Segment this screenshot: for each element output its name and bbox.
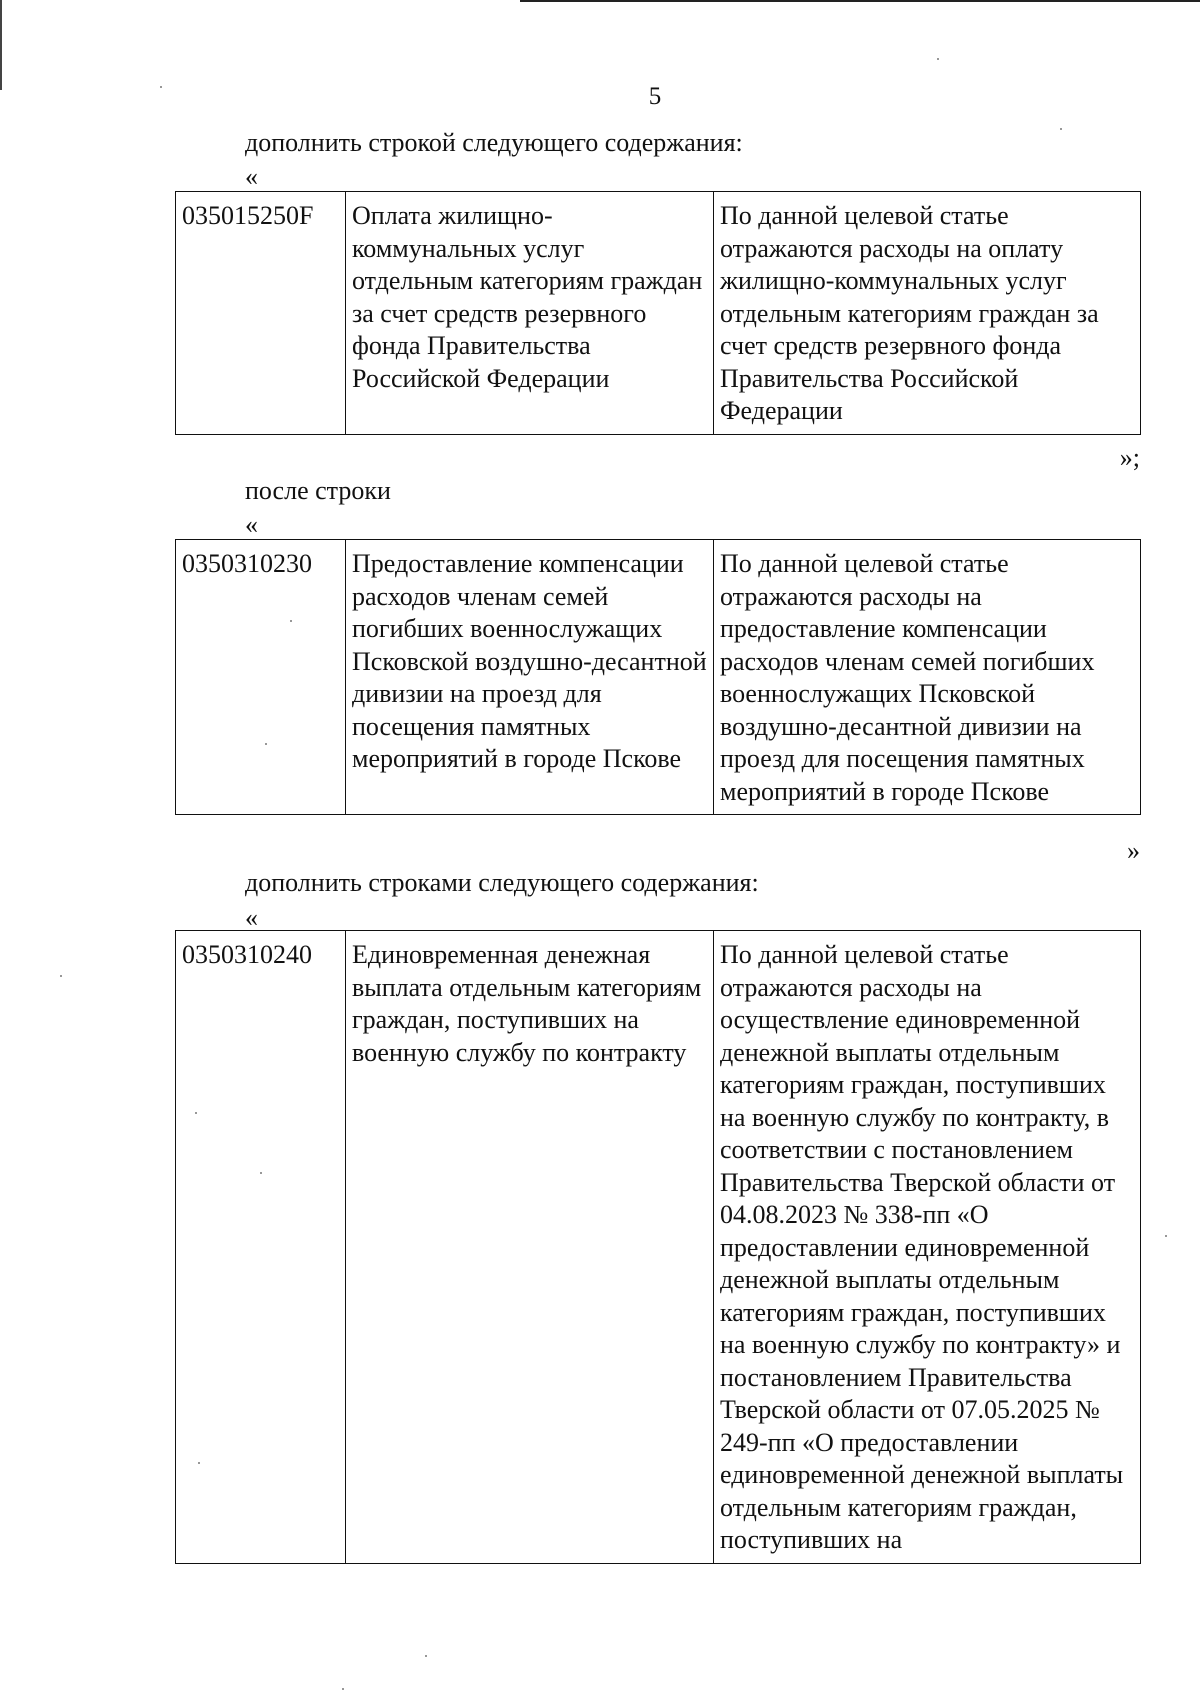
scan-edge-left	[0, 0, 2, 90]
budget-table-1	[175, 191, 1141, 435]
scan-edge-top	[520, 0, 1200, 2]
description-cell: По данной целевой статье отражаются расходы на предоставление компенсации расходов членам семей погибших военнослужащих Псковской воздушно-десантной дивизии на проезд для посещения памятных мероприятий в городе Пскове	[714, 540, 1141, 815]
scan-speck	[425, 1655, 427, 1657]
scan-speck	[265, 743, 267, 745]
table-row	[176, 192, 1141, 435]
close-quote-2: »	[1127, 836, 1140, 865]
scan-speck	[342, 1688, 344, 1690]
intro-paragraph-3: дополнить строками следующего содержания:	[245, 868, 759, 897]
table-row	[176, 540, 1141, 815]
open-quote-3: «	[245, 903, 258, 932]
open-quote-1: «	[245, 162, 258, 191]
page-number: 5	[648, 83, 662, 110]
name-cell: Единовременная денежная выплата отдельным категориям граждан, поступивших на военную службу по контракту	[346, 931, 714, 1564]
scan-speck	[1060, 128, 1062, 130]
name-cell: Предоставление компенсации расходов членам семей погибших военнослужащих Псковской воздушно-десантной дивизии на проезд для посещения памятных мероприятий в городе Пскове	[346, 540, 714, 815]
open-quote-2: «	[245, 510, 258, 539]
scan-speck	[260, 1172, 262, 1174]
scan-speck	[60, 975, 62, 977]
close-quote-1: »;	[1119, 443, 1140, 472]
description-cell: По данной целевой статье отражаются расходы на оплату жилищно-коммунальных услуг отдельным категориям граждан за счет средств резервного фонда Правительства Российской Федерации	[714, 192, 1141, 435]
scan-speck	[290, 620, 292, 622]
intro-paragraph-2: после строки	[245, 476, 391, 505]
intro-paragraph-1: дополнить строкой следующего содержания:	[245, 128, 743, 157]
scan-speck	[1165, 1235, 1167, 1237]
scan-speck	[937, 58, 939, 60]
code-cell: 0350310230	[176, 540, 346, 815]
budget-table-2	[175, 539, 1141, 815]
table-row	[176, 931, 1141, 1564]
budget-table-3	[175, 930, 1141, 1564]
name-cell: Оплата жилищно-коммунальных услуг отдельным категориям граждан за счет средств резервного фонда Правительства Российской Федерации	[346, 192, 714, 435]
scan-speck	[195, 1112, 197, 1114]
description-cell: По данной целевой статье отражаются расходы на осуществление единовременной денежной выплаты отдельным категориям граждан, поступивших на военную службу по контракту, в соответствии с постановлением Правительства Тверской области от 04.08.2023 № 338-пп «О предоставлении единовременной денежной выплаты отдельным категориям граждан, поступивших на военную службу по контракту» и постановлением Правительства Тверской области от 07.05.2025 № 249-пп «О предоставлении единовременной денежной выплаты отдельным категориям граждан, поступивших на	[714, 931, 1141, 1564]
code-cell: 035015250F	[176, 192, 346, 435]
scan-speck	[160, 86, 162, 88]
scan-speck	[198, 1462, 200, 1464]
code-cell: 0350310240	[176, 931, 346, 1564]
